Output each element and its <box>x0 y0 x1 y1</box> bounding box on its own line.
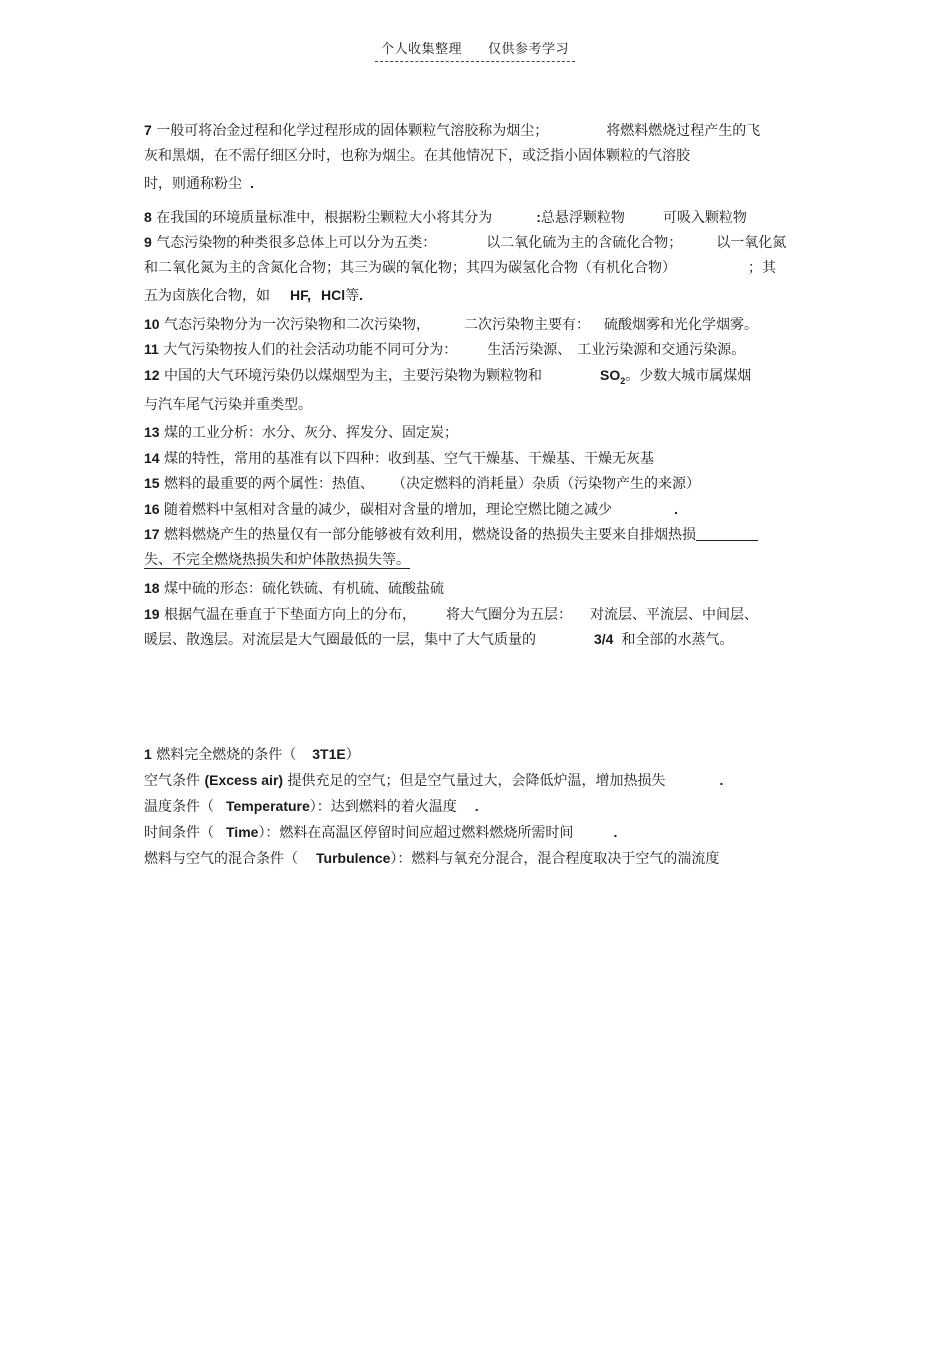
item-text: 二次污染物主要有： <box>464 316 591 333</box>
header-right-text: 仅供参考学习 <box>488 42 570 57</box>
item-text: HF, <box>290 287 311 303</box>
condition-time <box>144 820 824 846</box>
section2-title <box>144 742 824 768</box>
item-7-line2 <box>144 144 809 169</box>
item-number: 11 <box>144 341 159 357</box>
item-number: 14 <box>144 449 160 466</box>
item-text: 对流层、平流层、中间层、 <box>590 606 759 623</box>
item-text: 失、不完全燃烧热损失和炉体散热损失等。 <box>144 551 410 568</box>
notes-section-1 <box>144 118 809 653</box>
item-text: 以二氧化硫为主的含硫化合物； <box>486 235 683 251</box>
item-text: HCl <box>321 287 346 303</box>
item-text: 燃料完全燃烧的条件（ <box>156 747 297 763</box>
item-text: Turbulence <box>316 850 391 866</box>
item-number: 16 <box>144 500 160 517</box>
item-9-line3 <box>144 283 809 309</box>
item-text: 提供充足的空气；但是空气量过大，会降低炉温，增加热损失 <box>287 773 666 789</box>
item-text: Temperature <box>226 798 310 814</box>
item-number: 19 <box>144 605 160 622</box>
item-text: 空气条件 <box>144 773 200 789</box>
item-text: 随着燃料中氢相对含量的减少，碳相对含量的增加，理论空燃比随之减少 <box>164 501 613 518</box>
item-text: 一般可将冶金过程和化学过程形成的固体颗粒气溶胶称为烟尘； <box>156 123 549 139</box>
condition-mixing <box>144 846 824 872</box>
item-17-line2 <box>144 548 809 573</box>
item-text: 将大气圈分为五层： <box>446 606 573 623</box>
item-text: 燃料燃烧产生的热量仅有一部分能够被有效利用，燃烧设备的热损失主要来自排烟热损 <box>164 527 697 544</box>
item-text: 以一氧化氮 <box>716 235 787 251</box>
item-text: 工业污染源和交通污染源。 <box>577 342 746 358</box>
item-text: 五为卤族化合物，如 <box>144 288 270 304</box>
item-text: 3T1E <box>312 746 346 762</box>
item-text: 气态污染物的种类很多总体上可以分为五类： <box>156 235 437 251</box>
item-text: ）：燃料在高温区停留时间应超过燃料燃烧所需时间 <box>258 825 574 841</box>
item-number: 1 <box>144 746 152 762</box>
page-header <box>0 38 950 62</box>
item-text: . <box>719 772 724 788</box>
item-text: 煤的工业分析：水分、灰分、挥发分、固定炭； <box>164 425 459 442</box>
item-text: 3/4 <box>594 631 614 648</box>
item-number: 18 <box>144 580 160 597</box>
item-text: 硫酸烟雾和光化学烟雾。 <box>604 316 759 333</box>
item-text: 等 <box>345 288 360 304</box>
item-text: 煤中硫的形态：硫化铁硫、有机硫、硫酸盐硫 <box>164 581 445 598</box>
item-19-line2 <box>144 627 809 653</box>
item-text: 将燃料燃烧过程产生的飞 <box>606 123 761 139</box>
item-text: 燃料与空气的混合条件（ <box>144 851 298 867</box>
item-text: 灰和黑烟，在不需仔细区分时，也称为烟尘。在其他情况下，或泛指小固体颗粒的气溶胶 <box>144 147 690 164</box>
item-17 <box>144 522 809 548</box>
notes-section-2 <box>144 742 824 872</box>
item-text: 和二氧化氮为主的含氮化合物；其三为碳的氧化物；其四为碳氢化合物（有机化合物） <box>144 259 676 276</box>
item-number: 10 <box>144 315 160 332</box>
item-number: 12 <box>144 366 160 383</box>
item-19 <box>144 602 809 628</box>
item-9 <box>144 230 809 256</box>
item-text: 根据气温在垂直于下垫面方向上的分布， <box>164 606 417 623</box>
item-text: ） <box>345 747 360 763</box>
item-text: 大气污染物按人们的社会活动功能不同可分为： <box>163 342 458 358</box>
item-text: （决定燃料的消耗量）杂质（污染物产生的来源） <box>392 476 701 493</box>
item-number: 8 <box>144 208 152 225</box>
item-number: 13 <box>144 424 160 441</box>
item-7 <box>144 118 809 144</box>
item-text: . <box>474 798 479 814</box>
item-text: 温度条件（ <box>144 799 214 815</box>
item-text: 气态污染物分为一次污染物和二次污染物， <box>164 316 431 333</box>
item-text: 时，则通称粉尘 <box>144 176 242 192</box>
item-10 <box>144 312 809 338</box>
item-text: 总悬浮颗粒物 <box>540 209 625 226</box>
item-12-line2 <box>144 393 809 418</box>
item-text: 。少数大城市属煤烟 <box>625 367 752 384</box>
item-text: 与汽车尾气污染并重类型。 <box>144 396 312 413</box>
item-13 <box>144 420 809 446</box>
item-14 <box>144 446 809 472</box>
condition-temperature <box>144 794 824 820</box>
item-text: 在我国的环境质量标准中，根据粉尘颗粒大小将其分为 <box>156 209 493 226</box>
item-text: . <box>613 824 618 840</box>
item-text: 生活污染源、 <box>487 342 572 358</box>
item-15 <box>144 471 809 497</box>
item-12 <box>144 363 809 393</box>
item-text: ）：燃料与氧充分混合，混合程度取决于空气的湍流度 <box>390 851 720 867</box>
item-text: . <box>250 175 254 191</box>
item-text: 煤的特性，常用的基准有以下四种：收到基、空气干燥基、干燥基、干燥无灰基 <box>164 450 655 467</box>
item-text: 暖层、散逸层。对流层是大气圈最低的一层，集中了大气质量的 <box>144 632 536 649</box>
item-text: : <box>536 208 541 225</box>
item-text: . <box>674 500 678 517</box>
item-text: 中国的大气环境污染仍以煤烟型为主，主要污染物为颗粒物和 <box>164 367 543 384</box>
item-18 <box>144 576 809 602</box>
item-number: 15 <box>144 475 160 492</box>
item-text: (Excess air) <box>204 772 284 788</box>
item-number: 7 <box>144 122 152 138</box>
item-11 <box>144 337 809 363</box>
item-16 <box>144 497 809 523</box>
header-left-text: 个人收集整理 <box>380 42 462 57</box>
item-text: ；其 <box>748 259 776 276</box>
item-8 <box>144 205 809 231</box>
item-text: 燃料的最重要的两个属性：热值、 <box>164 476 375 493</box>
item-7-line3 <box>144 171 809 197</box>
item-text: Time <box>226 824 259 840</box>
item-text: SO <box>600 366 621 383</box>
blank-line <box>696 526 758 541</box>
item-text: . <box>359 287 364 303</box>
item-text: 2 <box>620 375 626 386</box>
item-text: ）：达到燃料的着火温度 <box>309 799 457 815</box>
item-text: 和全部的水蒸气。 <box>621 632 734 649</box>
item-text: 可吸入颗粒物 <box>662 209 747 226</box>
item-number: 9 <box>144 234 152 250</box>
item-number: 17 <box>144 526 160 543</box>
item-text: 时间条件（ <box>144 825 214 841</box>
item-9-line2 <box>144 256 809 281</box>
condition-air <box>144 768 824 794</box>
